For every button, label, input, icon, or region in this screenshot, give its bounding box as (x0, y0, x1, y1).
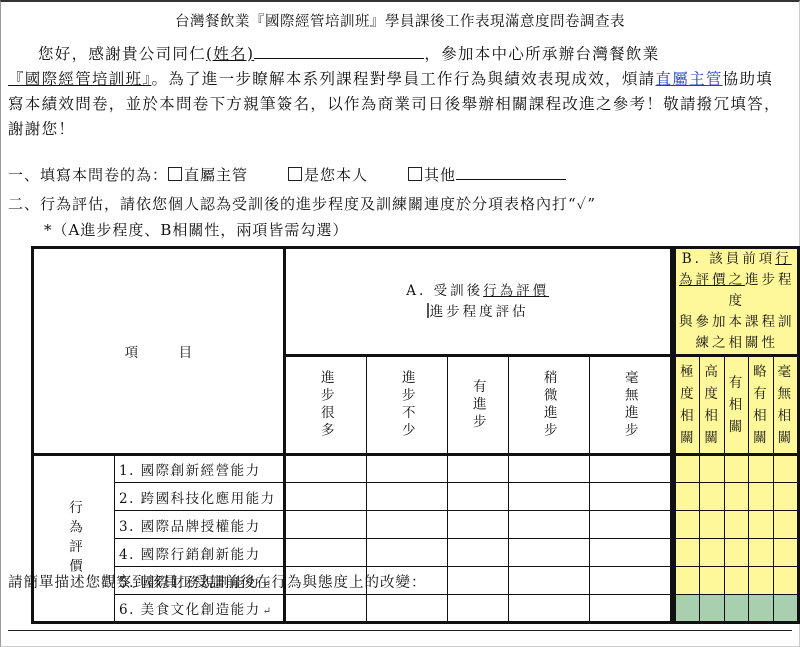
intro-part2: ，參加本中心所承辦台灣餐飲業 (424, 45, 660, 63)
open-question-label: 請簡單描述您觀察到該員工受訓前後在行為與態度上的改變： (8, 575, 427, 591)
checkbox-other[interactable] (408, 167, 422, 181)
b-col-header (724, 356, 748, 455)
intro-part1: 您好，感謝貴公司同仁 (38, 45, 207, 63)
a-check-cell[interactable] (366, 511, 447, 539)
section-a-underlined: 行為評價 (483, 282, 550, 299)
item-label (115, 483, 285, 511)
section-b-line2: 與參加本課程訓練之相關性 (678, 314, 795, 351)
a-check-cell[interactable] (284, 539, 366, 567)
b-check-cell[interactable] (700, 539, 724, 567)
b-col-bottom: 相關 (753, 408, 769, 446)
answer-line[interactable] (8, 630, 792, 631)
a-check-cell[interactable] (589, 595, 671, 623)
a-check-cell[interactable] (589, 539, 671, 567)
b-check-cell[interactable] (749, 539, 773, 567)
section-b-prefix: B. 該員前項 (681, 251, 776, 267)
b-check-cell[interactable] (724, 595, 748, 623)
a-col-header (508, 356, 589, 455)
b-col-top: 極度 (680, 364, 696, 402)
a-col-label: 毫無進步 (621, 370, 638, 440)
a-check-cell[interactable] (589, 511, 671, 539)
a-col-label: 進步不少 (398, 370, 415, 440)
option-self-label: 是您本人 (304, 166, 369, 184)
a-check-cell[interactable] (508, 455, 589, 483)
b-check-cell[interactable] (700, 567, 724, 595)
a-check-cell[interactable] (366, 455, 447, 483)
b-check-cell[interactable] (773, 539, 798, 567)
paragraph-mark-icon: ↵ (262, 578, 273, 590)
item-text: 6. 美食文化創造能力 (119, 602, 261, 618)
a-check-cell[interactable] (366, 483, 447, 511)
b-check-cell[interactable] (675, 455, 700, 483)
item-label (115, 455, 285, 483)
a-col-label: 稍微進步 (540, 370, 557, 440)
b-col-header (773, 356, 798, 455)
intro-part3: 。為了進一步瞭解本系列課程對學員工作行為與績效表現成效，煩請 (151, 70, 656, 88)
a-check-cell[interactable] (508, 539, 589, 567)
intro-paragraph (8, 42, 788, 142)
b-col-top: 有 (728, 375, 745, 391)
paragraph-mark-icon: ↵ (262, 606, 273, 617)
section-1 (8, 164, 566, 185)
b-check-cell[interactable] (749, 455, 773, 483)
item-text: 3. 國際品牌授權能力 (119, 518, 261, 535)
checkbox-supervisor[interactable] (168, 167, 182, 181)
b-check-cell[interactable] (675, 511, 700, 539)
a-check-cell[interactable] (366, 595, 447, 623)
a-col-header (447, 356, 508, 455)
a-check-cell[interactable] (508, 511, 589, 539)
table-row (33, 483, 799, 511)
b-check-cell[interactable] (700, 455, 724, 483)
item-label (115, 511, 285, 539)
section-b-suffix: 進步程度 (728, 272, 795, 309)
checkbox-self[interactable] (288, 167, 302, 181)
b-col-bottom: 相關 (680, 408, 696, 446)
b-check-cell[interactable] (724, 539, 748, 567)
b-col-top: 略有 (753, 364, 769, 402)
a-col-label: 有進步 (469, 378, 486, 432)
b-check-cell[interactable] (724, 567, 748, 595)
section-2-label: 二、行為評估，請依您個人認為受訓後的進步程度及訓練關連度於分項表格內打“✓” (8, 195, 597, 213)
b-check-cell[interactable] (700, 483, 724, 511)
item-text: 1. 國際創新經營能力 (119, 463, 261, 479)
b-col-header (749, 356, 773, 455)
name-label: (姓名) (206, 45, 255, 63)
a-col-header (366, 356, 447, 455)
b-check-cell[interactable] (749, 567, 773, 595)
b-check-cell[interactable] (700, 595, 724, 623)
item-text: 5. 國際財務規劃能力 (119, 574, 261, 591)
a-check-cell[interactable] (284, 595, 366, 623)
a-check-cell[interactable] (447, 595, 508, 623)
name-field[interactable] (254, 42, 424, 59)
b-col-header (675, 356, 700, 455)
table-row (33, 539, 799, 567)
evaluation-table (31, 246, 800, 624)
b-check-cell[interactable] (700, 511, 724, 539)
a-check-cell[interactable] (284, 483, 366, 511)
b-check-cell[interactable] (749, 511, 773, 539)
intro-part4: 協助填寫本績效問卷，並於本問卷下方親筆簽名，以作為商業司日後舉辦相關課程改進之參考！敬請撥冗填答，謝謝您！ (8, 70, 781, 138)
b-col-top: 毫無 (777, 364, 794, 402)
a-check-cell[interactable] (508, 567, 589, 595)
b-check-cell[interactable] (773, 595, 798, 623)
b-col-bottom: 相關 (704, 408, 720, 446)
option-other-label: 其他 (424, 166, 457, 184)
b-check-cell[interactable] (773, 455, 798, 483)
a-check-cell[interactable] (508, 483, 589, 511)
text-cursor-icon (427, 303, 429, 318)
b-col-header (700, 356, 724, 455)
a-check-cell[interactable] (284, 455, 366, 483)
a-check-cell[interactable] (447, 511, 508, 539)
a-check-cell[interactable] (508, 595, 589, 623)
b-check-cell[interactable] (724, 483, 748, 511)
section-b-underlined: 行為評價之 (678, 251, 792, 288)
a-check-cell[interactable] (589, 483, 671, 511)
b-check-cell[interactable] (675, 483, 700, 511)
table-row (33, 455, 799, 483)
item-text: 4. 國際行銷創新能力 (119, 546, 261, 563)
section-b-header (675, 248, 799, 356)
section-a-line2: 進步程度評估 (429, 303, 529, 320)
a-check-cell[interactable] (447, 455, 508, 483)
item-text: 2. 跨國科技化應用能力 (119, 490, 276, 507)
b-check-cell[interactable] (773, 567, 798, 595)
document-title: 台灣餐飲業『國際經管培訓班』學員課後工作表現滿意度問卷調查表 (175, 14, 625, 30)
a-col-label: 進步很多 (317, 370, 334, 440)
b-check-cell[interactable] (724, 455, 748, 483)
section-a-prefix: A. 受訓後 (406, 282, 484, 299)
table-row (33, 511, 799, 539)
b-col-bottom: 相關 (777, 408, 794, 446)
supervisor-link[interactable]: 直屬主管 (655, 70, 723, 88)
section-a-header (284, 248, 671, 356)
b-check-cell[interactable] (675, 595, 700, 623)
group-label-cell (33, 455, 115, 623)
a-check-cell[interactable] (447, 539, 508, 567)
a-col-header (589, 356, 671, 455)
b-check-cell[interactable] (675, 567, 700, 595)
b-check-cell[interactable] (749, 595, 773, 623)
a-check-cell[interactable] (366, 539, 447, 567)
a-check-cell[interactable] (589, 455, 671, 483)
b-check-cell[interactable] (724, 511, 748, 539)
b-check-cell[interactable] (773, 483, 798, 511)
b-check-cell[interactable] (749, 483, 773, 511)
table-row (33, 595, 799, 623)
a-col-header (284, 356, 366, 455)
other-input-line[interactable] (456, 165, 566, 180)
item-label (115, 595, 285, 623)
group-label: 行為評價 (66, 499, 82, 578)
option-supervisor-label: 直屬主管 (184, 166, 249, 184)
item-label (115, 539, 285, 567)
b-col-top: 高度 (704, 364, 720, 402)
a-check-cell[interactable] (589, 567, 671, 595)
item-header-label: 項 目 (124, 345, 193, 361)
course-name: 『國際經管培訓班』 (8, 70, 152, 88)
item-header (33, 248, 285, 455)
section-2-note: *（A進步程度、B相關性，兩項皆需勾選） (44, 221, 349, 239)
a-check-cell[interactable] (447, 567, 508, 595)
a-check-cell[interactable] (447, 483, 508, 511)
a-check-cell[interactable] (284, 511, 366, 539)
b-check-cell[interactable] (773, 511, 798, 539)
b-check-cell[interactable] (675, 539, 700, 567)
b-col-bottom: 相關 (728, 397, 745, 435)
section-1-label: 一、填寫本問卷的為： (8, 166, 169, 184)
